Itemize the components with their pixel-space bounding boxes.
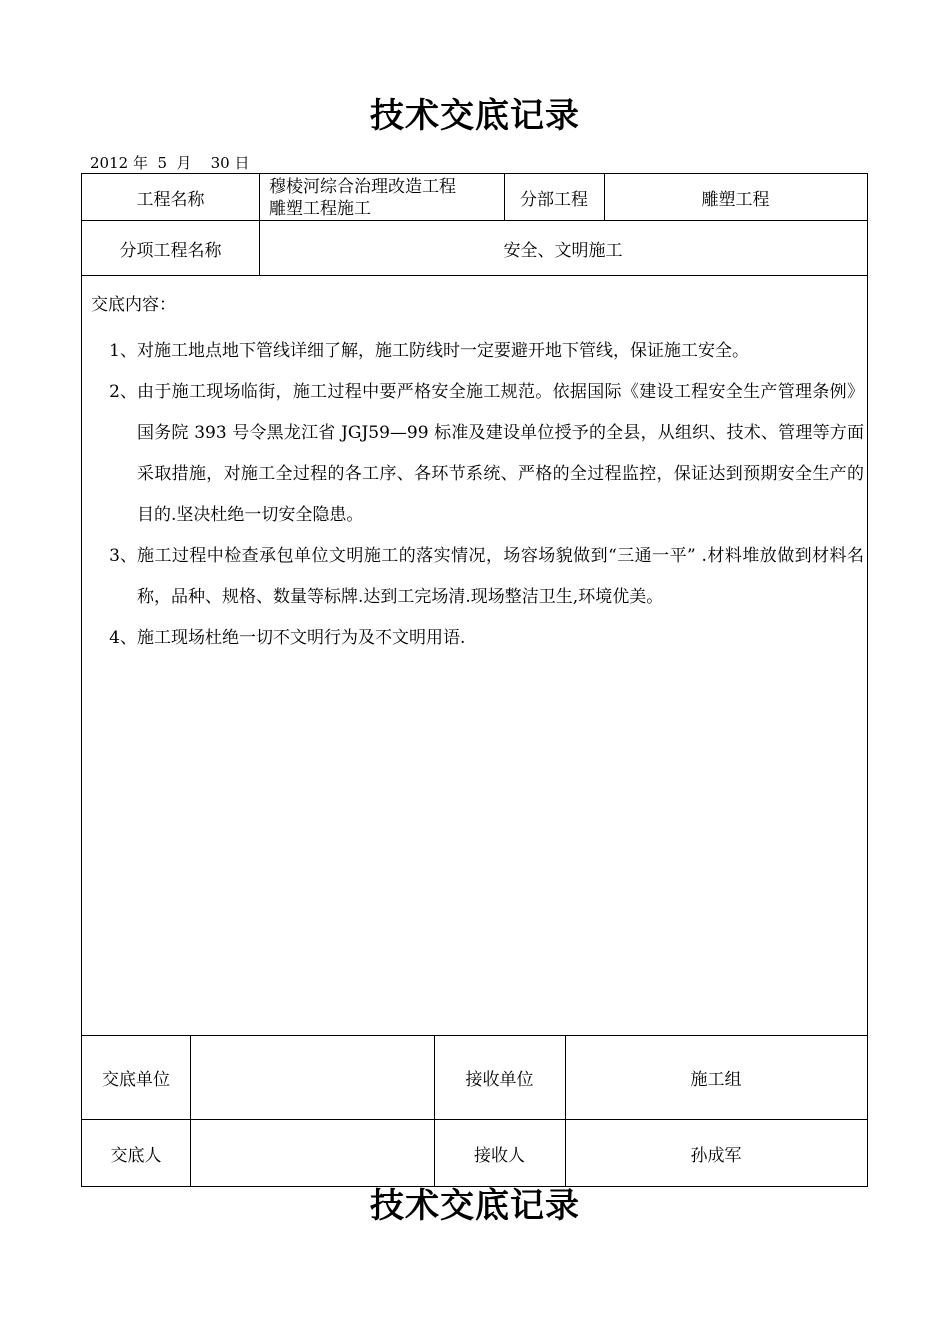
document-title: 技术交底记录 — [370, 96, 580, 136]
receiver-unit-label: 接收单位 — [465, 1070, 534, 1090]
issuer-unit-value — [190, 1036, 434, 1119]
list-item — [91, 536, 866, 618]
issuer-unit-label: 交底单位 — [102, 1070, 170, 1090]
list-item — [91, 618, 866, 659]
division-label: 分部工程 — [520, 190, 588, 210]
list-item — [91, 372, 866, 536]
column-divider — [604, 174, 605, 221]
receiver-unit-value: 施工组 — [690, 1070, 742, 1090]
division-value: 雕塑工程 — [701, 190, 770, 210]
project-name-value — [259, 174, 504, 221]
disclosure-content — [91, 290, 866, 659]
item-text: 由于施工现场临街，施工过程中要严格安全施工规范。依据国际《建设工程安全生产管理条例》国务院 393 号令黑龙江省 JGJ59—99 标准及建设单位授予的全县，从组织、技术、管理等方面采取措施，对施工全过程的各工序、各环节系统、严格的全过程监控，保证达到预期安全生产的目的.坚决杜绝一切安全隐患。 — [137, 382, 864, 525]
record-date: 2012 年 5 月 30 日 — [90, 154, 250, 172]
column-divider — [259, 174, 260, 276]
project-name-line2: 雕塑工程施工 — [269, 198, 371, 219]
item-text: 施工现场杜绝一切不文明行为及不文明用语. — [137, 628, 466, 648]
item-number: 3、 — [109, 546, 137, 566]
row-divider — [82, 275, 867, 276]
issuer-value — [190, 1120, 434, 1186]
project-name-line1: 穆棱河综合治理改造工程 — [269, 176, 456, 197]
receiver-label: 接收人 — [474, 1145, 525, 1166]
subitem-value: 安全、文明施工 — [503, 241, 623, 261]
project-name-label: 工程名称 — [136, 190, 205, 210]
row-divider — [82, 220, 867, 221]
item-text: 施工过程中检查承包单位文明施工的落实情况，场容场貌做到“三通一平” .材料堆放做到材料名称，品种、规格、数量等标牌.达到工完场清.现场整洁卫生,环境优美。 — [137, 546, 864, 607]
list-item — [91, 331, 866, 372]
content-label: 交底内容： — [91, 295, 176, 315]
receiver-value: 孙成军 — [690, 1145, 742, 1166]
subitem-label: 分项工程名称 — [119, 241, 222, 261]
column-divider — [504, 174, 505, 221]
issuer-label: 交底人 — [110, 1145, 162, 1166]
item-number: 1、 — [109, 341, 137, 361]
item-text: 对施工地点地下管线详细了解，施工防线时一定要避开地下管线，保证施工安全。 — [137, 341, 749, 361]
item-number: 2、 — [109, 382, 137, 402]
item-number: 4、 — [109, 628, 137, 648]
next-page-title: 技术交底记录 — [370, 1186, 580, 1226]
